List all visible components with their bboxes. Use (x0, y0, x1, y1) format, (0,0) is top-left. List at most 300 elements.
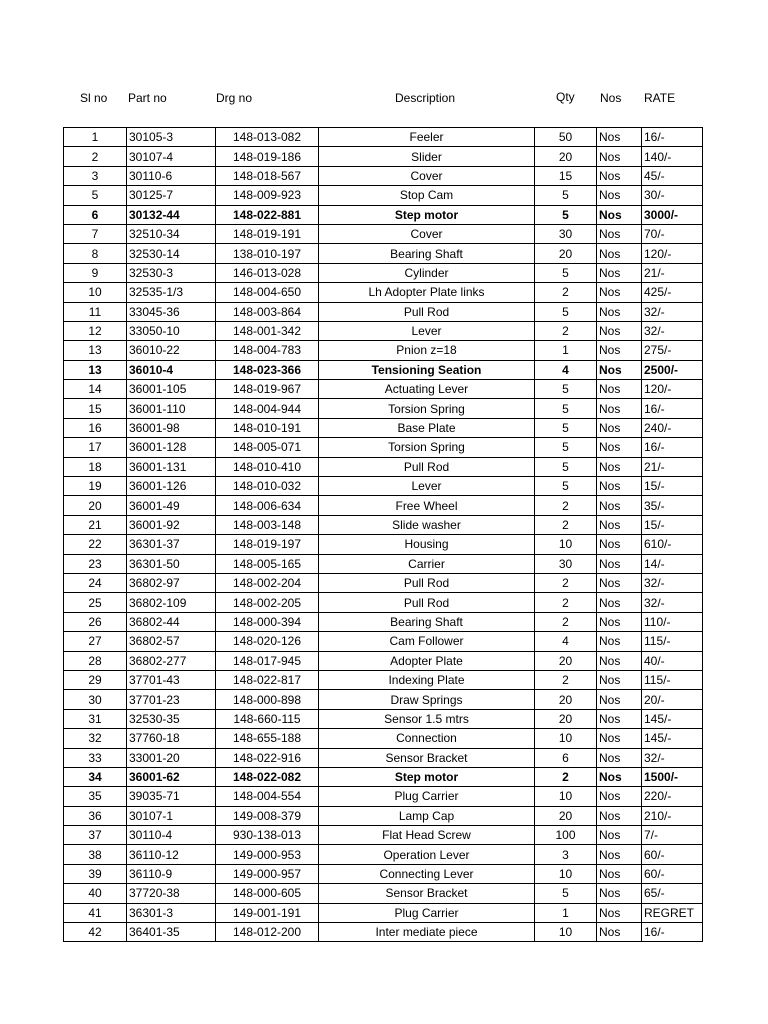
cell-description: Sensor 1.5 mtrs (319, 709, 535, 728)
cell-nos: Nos (597, 554, 642, 573)
cell-nos: Nos (597, 787, 642, 806)
cell-part-no: 36001-131 (127, 457, 216, 476)
cell-description: Tensioning Seation (319, 360, 535, 379)
cell-rate: 21/- (642, 263, 703, 282)
cell-qty: 3 (535, 845, 597, 864)
cell-qty: 4 (535, 632, 597, 651)
cell-rate: 32/- (642, 593, 703, 612)
cell-part-no: 39035-71 (127, 787, 216, 806)
cell-drg-no: 148-004-944 (216, 399, 319, 418)
cell-description: Slide washer (319, 515, 535, 534)
cell-rate: 1500/- (642, 767, 703, 786)
cell-description: Housing (319, 535, 535, 554)
cell-drg-no: 148-019-191 (216, 224, 319, 243)
cell-qty: 4 (535, 360, 597, 379)
table-row (64, 573, 703, 592)
cell-rate: 7/- (642, 826, 703, 845)
cell-sl-no: 20 (64, 496, 127, 515)
cell-sl-no: 2 (64, 147, 127, 166)
cell-sl-no: 13 (64, 341, 127, 360)
cell-sl-no: 13 (64, 360, 127, 379)
cell-drg-no: 148-020-126 (216, 632, 319, 651)
cell-rate: 220/- (642, 787, 703, 806)
cell-part-no: 30132-44 (127, 205, 216, 224)
cell-nos: Nos (597, 128, 642, 147)
cell-drg-no: 148-001-342 (216, 321, 319, 340)
cell-part-no: 36802-57 (127, 632, 216, 651)
cell-rate: 32/- (642, 302, 703, 321)
cell-rate: 120/- (642, 380, 703, 399)
cell-nos: Nos (597, 845, 642, 864)
cell-nos: Nos (597, 477, 642, 496)
cell-drg-no: 138-010-197 (216, 244, 319, 263)
cell-rate: 32/- (642, 748, 703, 767)
cell-qty: 20 (535, 244, 597, 263)
cell-nos: Nos (597, 612, 642, 631)
cell-drg-no: 148-655-188 (216, 729, 319, 748)
header-qty: Qty (556, 90, 575, 104)
cell-qty: 20 (535, 651, 597, 670)
cell-part-no: 33050-10 (127, 321, 216, 340)
cell-rate: 65/- (642, 884, 703, 903)
cell-nos: Nos (597, 186, 642, 205)
cell-nos: Nos (597, 826, 642, 845)
cell-description: Pnion z=18 (319, 341, 535, 360)
cell-nos: Nos (597, 283, 642, 302)
cell-part-no: 36401-35 (127, 923, 216, 942)
cell-rate: 45/- (642, 166, 703, 185)
table-row (64, 709, 703, 728)
cell-part-no: 37720-38 (127, 884, 216, 903)
cell-part-no: 32510-34 (127, 224, 216, 243)
cell-part-no: 30105-3 (127, 128, 216, 147)
cell-drg-no: 149-008-379 (216, 806, 319, 825)
cell-qty: 2 (535, 496, 597, 515)
cell-sl-no: 17 (64, 438, 127, 457)
cell-rate: 20/- (642, 690, 703, 709)
cell-qty: 5 (535, 399, 597, 418)
cell-rate: 275/- (642, 341, 703, 360)
cell-rate: 110/- (642, 612, 703, 631)
cell-sl-no: 34 (64, 767, 127, 786)
cell-sl-no: 15 (64, 399, 127, 418)
cell-description: Slider (319, 147, 535, 166)
cell-part-no: 30110-4 (127, 826, 216, 845)
table-row (64, 244, 703, 263)
cell-part-no: 36001-105 (127, 380, 216, 399)
cell-qty: 5 (535, 418, 597, 437)
cell-rate: 16/- (642, 438, 703, 457)
cell-qty: 10 (535, 535, 597, 554)
cell-sl-no: 16 (64, 418, 127, 437)
cell-description: Step motor (319, 767, 535, 786)
cell-description: Inter mediate piece (319, 923, 535, 942)
cell-part-no: 36301-50 (127, 554, 216, 573)
cell-drg-no: 148-022-881 (216, 205, 319, 224)
table-row (64, 128, 703, 147)
cell-rate: 40/- (642, 651, 703, 670)
cell-sl-no: 41 (64, 903, 127, 922)
cell-part-no: 36010-4 (127, 360, 216, 379)
cell-qty: 2 (535, 612, 597, 631)
cell-qty: 10 (535, 729, 597, 748)
cell-nos: Nos (597, 806, 642, 825)
cell-sl-no: 36 (64, 806, 127, 825)
table-row (64, 477, 703, 496)
cell-part-no: 36001-92 (127, 515, 216, 534)
cell-nos: Nos (597, 457, 642, 476)
cell-rate: 115/- (642, 632, 703, 651)
cell-sl-no: 28 (64, 651, 127, 670)
cell-sl-no: 5 (64, 186, 127, 205)
cell-description: Lamp Cap (319, 806, 535, 825)
table-row (64, 147, 703, 166)
cell-drg-no: 148-023-366 (216, 360, 319, 379)
cell-sl-no: 42 (64, 923, 127, 942)
cell-nos: Nos (597, 884, 642, 903)
header-drg-no: Drg no (216, 91, 253, 105)
cell-nos: Nos (597, 748, 642, 767)
cell-nos: Nos (597, 709, 642, 728)
cell-part-no: 37701-23 (127, 690, 216, 709)
table-row (64, 864, 703, 883)
cell-description: Cover (319, 224, 535, 243)
header-sl-no: Sl no (80, 91, 108, 105)
cell-rate: 30/- (642, 186, 703, 205)
cell-part-no: 36010-22 (127, 341, 216, 360)
cell-nos: Nos (597, 923, 642, 942)
cell-part-no: 32530-3 (127, 263, 216, 282)
cell-rate: 145/- (642, 729, 703, 748)
cell-qty: 20 (535, 690, 597, 709)
table-row (64, 360, 703, 379)
cell-qty: 5 (535, 457, 597, 476)
cell-part-no: 32535-1/3 (127, 283, 216, 302)
cell-part-no: 30107-4 (127, 147, 216, 166)
cell-drg-no: 148-004-783 (216, 341, 319, 360)
table-row (64, 341, 703, 360)
cell-description: Torsion Spring (319, 399, 535, 418)
table-row (64, 806, 703, 825)
cell-qty: 5 (535, 302, 597, 321)
cell-description: Carrier (319, 554, 535, 573)
cell-nos: Nos (597, 864, 642, 883)
cell-qty: 10 (535, 787, 597, 806)
cell-drg-no: 149-000-957 (216, 864, 319, 883)
cell-sl-no: 6 (64, 205, 127, 224)
cell-rate: 21/- (642, 457, 703, 476)
cell-part-no: 30110-6 (127, 166, 216, 185)
cell-rate: 2500/- (642, 360, 703, 379)
table-row (64, 826, 703, 845)
cell-description: Indexing Plate (319, 670, 535, 689)
cell-sl-no: 26 (64, 612, 127, 631)
cell-part-no: 30107-1 (127, 806, 216, 825)
cell-description: Flat Head Screw (319, 826, 535, 845)
cell-qty: 5 (535, 477, 597, 496)
table-row (64, 748, 703, 767)
cell-drg-no: 148-000-898 (216, 690, 319, 709)
cell-description: Plug Carrier (319, 787, 535, 806)
table-row (64, 670, 703, 689)
cell-rate: 32/- (642, 573, 703, 592)
table-row (64, 554, 703, 573)
cell-rate: 3000/- (642, 205, 703, 224)
header-rate: RATE (644, 91, 676, 105)
cell-sl-no: 22 (64, 535, 127, 554)
cell-drg-no: 148-022-916 (216, 748, 319, 767)
cell-rate: 145/- (642, 709, 703, 728)
cell-description: Draw Springs (319, 690, 535, 709)
cell-nos: Nos (597, 380, 642, 399)
cell-qty: 5 (535, 380, 597, 399)
cell-drg-no: 148-002-205 (216, 593, 319, 612)
cell-sl-no: 31 (64, 709, 127, 728)
cell-part-no: 36001-98 (127, 418, 216, 437)
cell-qty: 2 (535, 767, 597, 786)
cell-drg-no: 148-009-923 (216, 186, 319, 205)
cell-description: Pull Rod (319, 302, 535, 321)
cell-description: Connecting Lever (319, 864, 535, 883)
cell-sl-no: 27 (64, 632, 127, 651)
header-part-no: Part no (128, 91, 167, 105)
table-row (64, 380, 703, 399)
cell-part-no: 36301-37 (127, 535, 216, 554)
cell-description: Connection (319, 729, 535, 748)
cell-qty: 50 (535, 128, 597, 147)
cell-sl-no: 18 (64, 457, 127, 476)
cell-sl-no: 11 (64, 302, 127, 321)
cell-nos: Nos (597, 166, 642, 185)
cell-nos: Nos (597, 573, 642, 592)
header-nos: Nos (600, 91, 622, 105)
cell-qty: 2 (535, 515, 597, 534)
table-row (64, 515, 703, 534)
cell-sl-no: 19 (64, 477, 127, 496)
cell-drg-no: 148-660-115 (216, 709, 319, 728)
cell-drg-no: 148-018-567 (216, 166, 319, 185)
cell-part-no: 37701-43 (127, 670, 216, 689)
cell-rate: 15/- (642, 515, 703, 534)
cell-part-no: 36001-128 (127, 438, 216, 457)
cell-description: Free Wheel (319, 496, 535, 515)
table-row (64, 321, 703, 340)
cell-nos: Nos (597, 360, 642, 379)
cell-description: Pull Rod (319, 573, 535, 592)
cell-rate: 140/- (642, 147, 703, 166)
cell-part-no: 37760-18 (127, 729, 216, 748)
cell-sl-no: 29 (64, 670, 127, 689)
cell-drg-no: 146-013-028 (216, 263, 319, 282)
cell-description: Bearing Shaft (319, 612, 535, 631)
table-row (64, 690, 703, 709)
cell-description: Torsion Spring (319, 438, 535, 457)
cell-nos: Nos (597, 729, 642, 748)
cell-qty: 20 (535, 806, 597, 825)
table-row (64, 535, 703, 554)
cell-qty: 5 (535, 263, 597, 282)
table-row (64, 263, 703, 282)
cell-description: Pull Rod (319, 593, 535, 612)
cell-description: Pull Rod (319, 457, 535, 476)
table-row (64, 903, 703, 922)
cell-drg-no: 148-003-148 (216, 515, 319, 534)
cell-drg-no: 148-005-071 (216, 438, 319, 457)
table-row (64, 418, 703, 437)
cell-part-no: 33045-36 (127, 302, 216, 321)
cell-rate: 15/- (642, 477, 703, 496)
cell-sl-no: 24 (64, 573, 127, 592)
cell-drg-no: 149-000-953 (216, 845, 319, 864)
cell-nos: Nos (597, 632, 642, 651)
table-row (64, 457, 703, 476)
cell-description: Step motor (319, 205, 535, 224)
cell-nos: Nos (597, 147, 642, 166)
parts-table-body (64, 128, 703, 942)
cell-sl-no: 21 (64, 515, 127, 534)
table-row (64, 283, 703, 302)
cell-nos: Nos (597, 418, 642, 437)
cell-rate: 610/- (642, 535, 703, 554)
cell-description: Bearing Shaft (319, 244, 535, 263)
cell-rate: 60/- (642, 864, 703, 883)
cell-sl-no: 9 (64, 263, 127, 282)
cell-sl-no: 32 (64, 729, 127, 748)
cell-nos: Nos (597, 321, 642, 340)
cell-rate: 14/- (642, 554, 703, 573)
cell-part-no: 32530-14 (127, 244, 216, 263)
cell-qty: 1 (535, 341, 597, 360)
cell-drg-no: 148-022-082 (216, 767, 319, 786)
cell-sl-no: 3 (64, 166, 127, 185)
cell-part-no: 36001-49 (127, 496, 216, 515)
cell-part-no: 36110-12 (127, 845, 216, 864)
table-row (64, 399, 703, 418)
cell-part-no: 30125-7 (127, 186, 216, 205)
cell-sl-no: 33 (64, 748, 127, 767)
cell-rate: 32/- (642, 321, 703, 340)
cell-rate: 16/- (642, 128, 703, 147)
table-row (64, 632, 703, 651)
table-row (64, 845, 703, 864)
cell-sl-no: 37 (64, 826, 127, 845)
table-row (64, 438, 703, 457)
cell-rate: 70/- (642, 224, 703, 243)
cell-description: Lh Adopter Plate links (319, 283, 535, 302)
cell-drg-no: 148-022-817 (216, 670, 319, 689)
table-row (64, 651, 703, 670)
cell-part-no: 32530-35 (127, 709, 216, 728)
cell-qty: 2 (535, 573, 597, 592)
cell-drg-no: 148-019-197 (216, 535, 319, 554)
cell-sl-no: 8 (64, 244, 127, 263)
cell-description: Sensor Bracket (319, 884, 535, 903)
table-row (64, 767, 703, 786)
cell-nos: Nos (597, 670, 642, 689)
cell-description: Operation Lever (319, 845, 535, 864)
cell-part-no: 36001-62 (127, 767, 216, 786)
cell-part-no: 36802-97 (127, 573, 216, 592)
parts-table (63, 127, 703, 942)
cell-sl-no: 40 (64, 884, 127, 903)
cell-description: Plug Carrier (319, 903, 535, 922)
cell-nos: Nos (597, 767, 642, 786)
cell-qty: 5 (535, 205, 597, 224)
table-row (64, 729, 703, 748)
cell-nos: Nos (597, 903, 642, 922)
table-row (64, 593, 703, 612)
cell-part-no: 36802-277 (127, 651, 216, 670)
table-row (64, 612, 703, 631)
cell-nos: Nos (597, 690, 642, 709)
cell-drg-no: 148-013-082 (216, 128, 319, 147)
cell-rate: 120/- (642, 244, 703, 263)
cell-qty: 2 (535, 593, 597, 612)
cell-qty: 2 (535, 321, 597, 340)
cell-description: Sensor Bracket (319, 748, 535, 767)
cell-drg-no: 148-003-864 (216, 302, 319, 321)
cell-drg-no: 148-019-186 (216, 147, 319, 166)
cell-rate: 425/- (642, 283, 703, 302)
cell-rate: 16/- (642, 399, 703, 418)
table-row (64, 884, 703, 903)
cell-description: Cover (319, 166, 535, 185)
cell-description: Feeler (319, 128, 535, 147)
header-description: Description (395, 91, 456, 105)
cell-drg-no: 930-138-013 (216, 826, 319, 845)
cell-nos: Nos (597, 341, 642, 360)
cell-qty: 15 (535, 166, 597, 185)
cell-sl-no: 7 (64, 224, 127, 243)
table-row (64, 302, 703, 321)
cell-qty: 20 (535, 709, 597, 728)
cell-nos: Nos (597, 438, 642, 457)
cell-sl-no: 23 (64, 554, 127, 573)
table-row (64, 205, 703, 224)
cell-rate: REGRET (642, 903, 703, 922)
cell-part-no: 36001-126 (127, 477, 216, 496)
cell-sl-no: 14 (64, 380, 127, 399)
cell-nos: Nos (597, 651, 642, 670)
cell-description: Cam Follower (319, 632, 535, 651)
cell-rate: 60/- (642, 845, 703, 864)
cell-nos: Nos (597, 244, 642, 263)
cell-rate: 35/- (642, 496, 703, 515)
cell-rate: 210/- (642, 806, 703, 825)
cell-nos: Nos (597, 399, 642, 418)
table-row (64, 496, 703, 515)
cell-nos: Nos (597, 515, 642, 534)
cell-qty: 10 (535, 864, 597, 883)
cell-sl-no: 30 (64, 690, 127, 709)
cell-drg-no: 148-012-200 (216, 923, 319, 942)
cell-sl-no: 35 (64, 787, 127, 806)
cell-drg-no: 149-001-191 (216, 903, 319, 922)
cell-part-no: 36001-110 (127, 399, 216, 418)
cell-drg-no: 148-000-394 (216, 612, 319, 631)
cell-drg-no: 148-010-410 (216, 457, 319, 476)
cell-qty: 5 (535, 186, 597, 205)
cell-sl-no: 39 (64, 864, 127, 883)
cell-qty: 30 (535, 224, 597, 243)
cell-description: Lever (319, 321, 535, 340)
table-row (64, 186, 703, 205)
cell-description: Adopter Plate (319, 651, 535, 670)
cell-sl-no: 10 (64, 283, 127, 302)
cell-sl-no: 12 (64, 321, 127, 340)
cell-drg-no: 148-010-032 (216, 477, 319, 496)
cell-part-no: 36301-3 (127, 903, 216, 922)
